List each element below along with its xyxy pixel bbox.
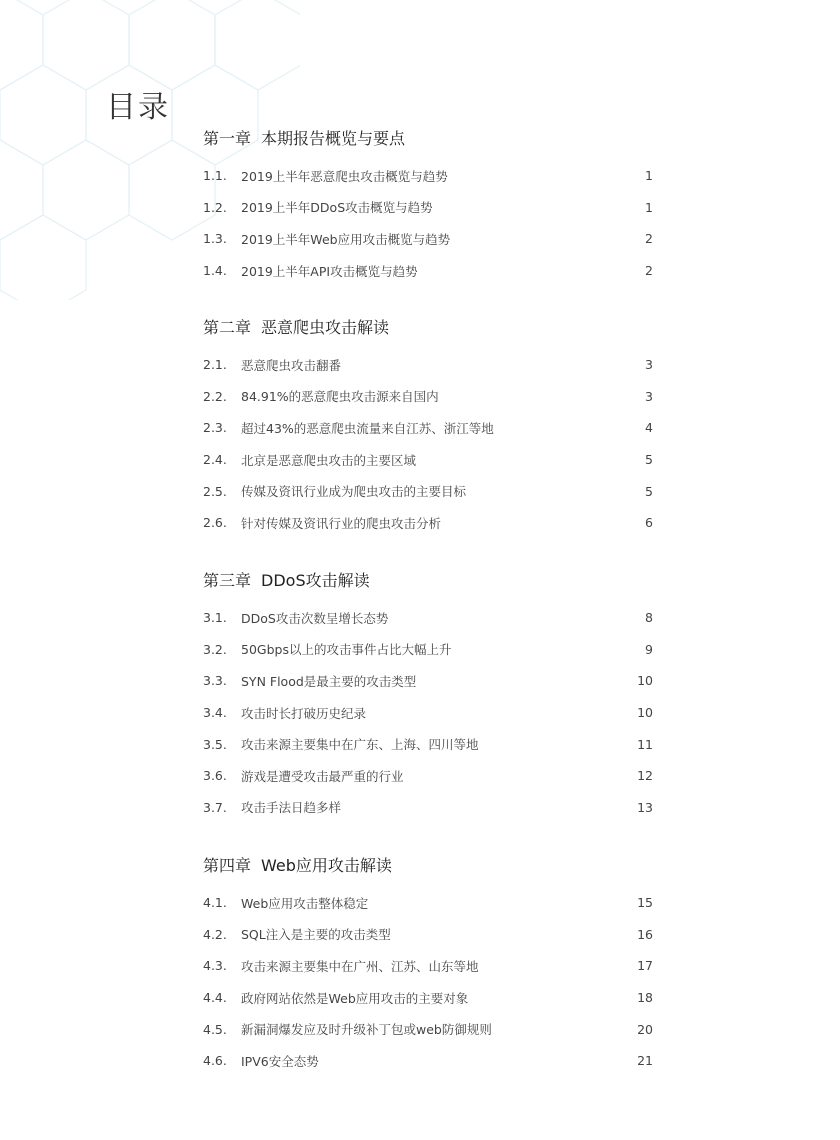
entry-page: 1 xyxy=(645,168,653,184)
entry-title: 攻击时长打破历史纪录 xyxy=(241,705,367,721)
chapter-title: Web应用攻击解读 xyxy=(261,856,392,875)
entry-number: 3.5. xyxy=(203,736,227,752)
entry-title: 传媒及资讯行业成为爬虫攻击的主要目标 xyxy=(241,484,467,500)
entry-title: 攻击手法日趋多样 xyxy=(241,800,342,816)
entry-page: 18 xyxy=(637,990,653,1006)
chapter-2 xyxy=(203,317,653,539)
toc-entry[interactable] xyxy=(203,982,653,1014)
chapter-title: DDoS攻击解读 xyxy=(261,571,370,590)
entry-title: 50Gbps以上的攻击事件占比大幅上升 xyxy=(241,642,452,658)
toc-entry[interactable] xyxy=(203,728,653,760)
entry-title: 攻击来源主要集中在广州、江苏、山东等地 xyxy=(241,958,479,974)
toc-entry[interactable] xyxy=(203,919,653,951)
entry-number: 2.5. xyxy=(203,483,227,499)
entry-page: 2 xyxy=(645,263,653,279)
entry-page: 10 xyxy=(637,705,653,721)
chapter-heading[interactable] xyxy=(203,855,653,877)
entry-page: 13 xyxy=(637,799,653,815)
entry-number: 1.4. xyxy=(203,263,227,279)
entry-title: 恶意爬虫攻击翻番 xyxy=(241,357,342,373)
toc-entry[interactable] xyxy=(203,412,653,444)
chapter-title: 恶意爬虫攻击解读 xyxy=(261,318,390,337)
toc-entry[interactable] xyxy=(203,381,653,413)
entry-title: 攻击来源主要集中在广东、上海、四川等地 xyxy=(241,737,479,753)
entry-title: IPV6安全态势 xyxy=(241,1053,319,1069)
entry-title: 政府网站依然是Web应用攻击的主要对象 xyxy=(241,990,469,1006)
toc-entry[interactable] xyxy=(203,160,653,192)
entry-page: 6 xyxy=(645,515,653,531)
entry-title: 针对传媒及资讯行业的爬虫攻击分析 xyxy=(241,515,442,531)
toc-entry[interactable] xyxy=(203,887,653,919)
chapter-heading[interactable] xyxy=(203,128,653,150)
entry-number: 1.3. xyxy=(203,231,227,247)
entry-page: 17 xyxy=(637,958,653,974)
toc-entry[interactable] xyxy=(203,1013,653,1045)
entry-page: 1 xyxy=(645,199,653,215)
toc-entry[interactable] xyxy=(203,223,653,255)
chapter-3 xyxy=(203,570,653,823)
entry-page: 3 xyxy=(645,357,653,373)
entry-number: 2.4. xyxy=(203,452,227,468)
toc-entry[interactable] xyxy=(203,634,653,666)
entry-title: 超过43%的恶意爬虫流量来自江苏、浙江等地 xyxy=(241,420,494,436)
entry-page: 5 xyxy=(645,452,653,468)
toc-entry[interactable] xyxy=(203,475,653,507)
entry-number: 3.2. xyxy=(203,641,227,657)
toc-entry[interactable] xyxy=(203,507,653,539)
entry-number: 3.7. xyxy=(203,799,227,815)
toc-entry[interactable] xyxy=(203,192,653,224)
entry-page: 12 xyxy=(637,768,653,784)
entry-number: 3.1. xyxy=(203,610,227,626)
entry-number: 4.3. xyxy=(203,958,227,974)
toc-entry[interactable] xyxy=(203,255,653,287)
chapter-number: 第三章 xyxy=(203,571,252,590)
entry-title: 84.91%的恶意爬虫攻击源来自国内 xyxy=(241,389,439,405)
entry-title: SYN Flood是最主要的攻击类型 xyxy=(241,673,417,689)
toc-entry[interactable] xyxy=(203,444,653,476)
entry-number: 2.3. xyxy=(203,420,227,436)
entry-title: SQL注入是主要的攻击类型 xyxy=(241,927,391,943)
entry-number: 1.1. xyxy=(203,168,227,184)
toc-entry[interactable] xyxy=(203,760,653,792)
toc-entry[interactable] xyxy=(203,602,653,634)
entry-number: 4.1. xyxy=(203,895,227,911)
chapter-4 xyxy=(203,855,653,1077)
entry-page: 10 xyxy=(637,673,653,689)
entry-title: Web应用攻击整体稳定 xyxy=(241,895,369,911)
entry-number: 2.6. xyxy=(203,515,227,531)
entry-page: 9 xyxy=(645,641,653,657)
entry-page: 8 xyxy=(645,610,653,626)
entry-title: 2019上半年恶意爬虫攻击概览与趋势 xyxy=(241,168,448,184)
chapter-1 xyxy=(203,128,653,286)
entry-number: 1.2. xyxy=(203,199,227,215)
entry-page: 11 xyxy=(637,736,653,752)
entry-page: 2 xyxy=(645,231,653,247)
entry-title: 2019上半年DDoS攻击概览与趋势 xyxy=(241,200,433,216)
entry-number: 4.2. xyxy=(203,926,227,942)
entry-title: 游戏是遭受攻击最严重的行业 xyxy=(241,768,404,784)
toc-entry[interactable] xyxy=(203,697,653,729)
entry-number: 3.6. xyxy=(203,768,227,784)
chapter-heading[interactable] xyxy=(203,570,653,592)
toc-entry[interactable] xyxy=(203,1045,653,1077)
toc-entry[interactable] xyxy=(203,349,653,381)
chapter-heading[interactable] xyxy=(203,317,653,339)
entry-number: 3.3. xyxy=(203,673,227,689)
entry-page: 15 xyxy=(637,895,653,911)
entry-page: 21 xyxy=(637,1053,653,1069)
entry-number: 4.5. xyxy=(203,1021,227,1037)
toc-entry[interactable] xyxy=(203,792,653,824)
chapter-title: 本期报告概览与要点 xyxy=(261,129,406,148)
toc-entry[interactable] xyxy=(203,950,653,982)
chapter-number: 第一章 xyxy=(203,129,252,148)
entry-page: 4 xyxy=(645,420,653,436)
entry-title: 2019上半年API攻击概览与趋势 xyxy=(241,263,418,279)
entry-number: 4.6. xyxy=(203,1053,227,1069)
entry-page: 16 xyxy=(637,926,653,942)
toc-entry[interactable] xyxy=(203,665,653,697)
chapter-number: 第二章 xyxy=(203,318,252,337)
entry-number: 4.4. xyxy=(203,990,227,1006)
entry-number: 2.1. xyxy=(203,357,227,373)
entry-title: 北京是恶意爬虫攻击的主要区域 xyxy=(241,452,417,468)
entry-number: 3.4. xyxy=(203,705,227,721)
entry-title: 新漏洞爆发应及时升级补丁包或web防御规则 xyxy=(241,1022,492,1038)
entry-page: 20 xyxy=(637,1021,653,1037)
chapter-number: 第四章 xyxy=(203,856,252,875)
entry-page: 5 xyxy=(645,483,653,499)
entry-title: 2019上半年Web应用攻击概览与趋势 xyxy=(241,231,451,247)
entry-title: DDoS攻击次数呈增长态势 xyxy=(241,610,389,626)
entry-number: 2.2. xyxy=(203,388,227,404)
entry-page: 3 xyxy=(645,388,653,404)
toc-title: 目录 xyxy=(106,90,170,125)
